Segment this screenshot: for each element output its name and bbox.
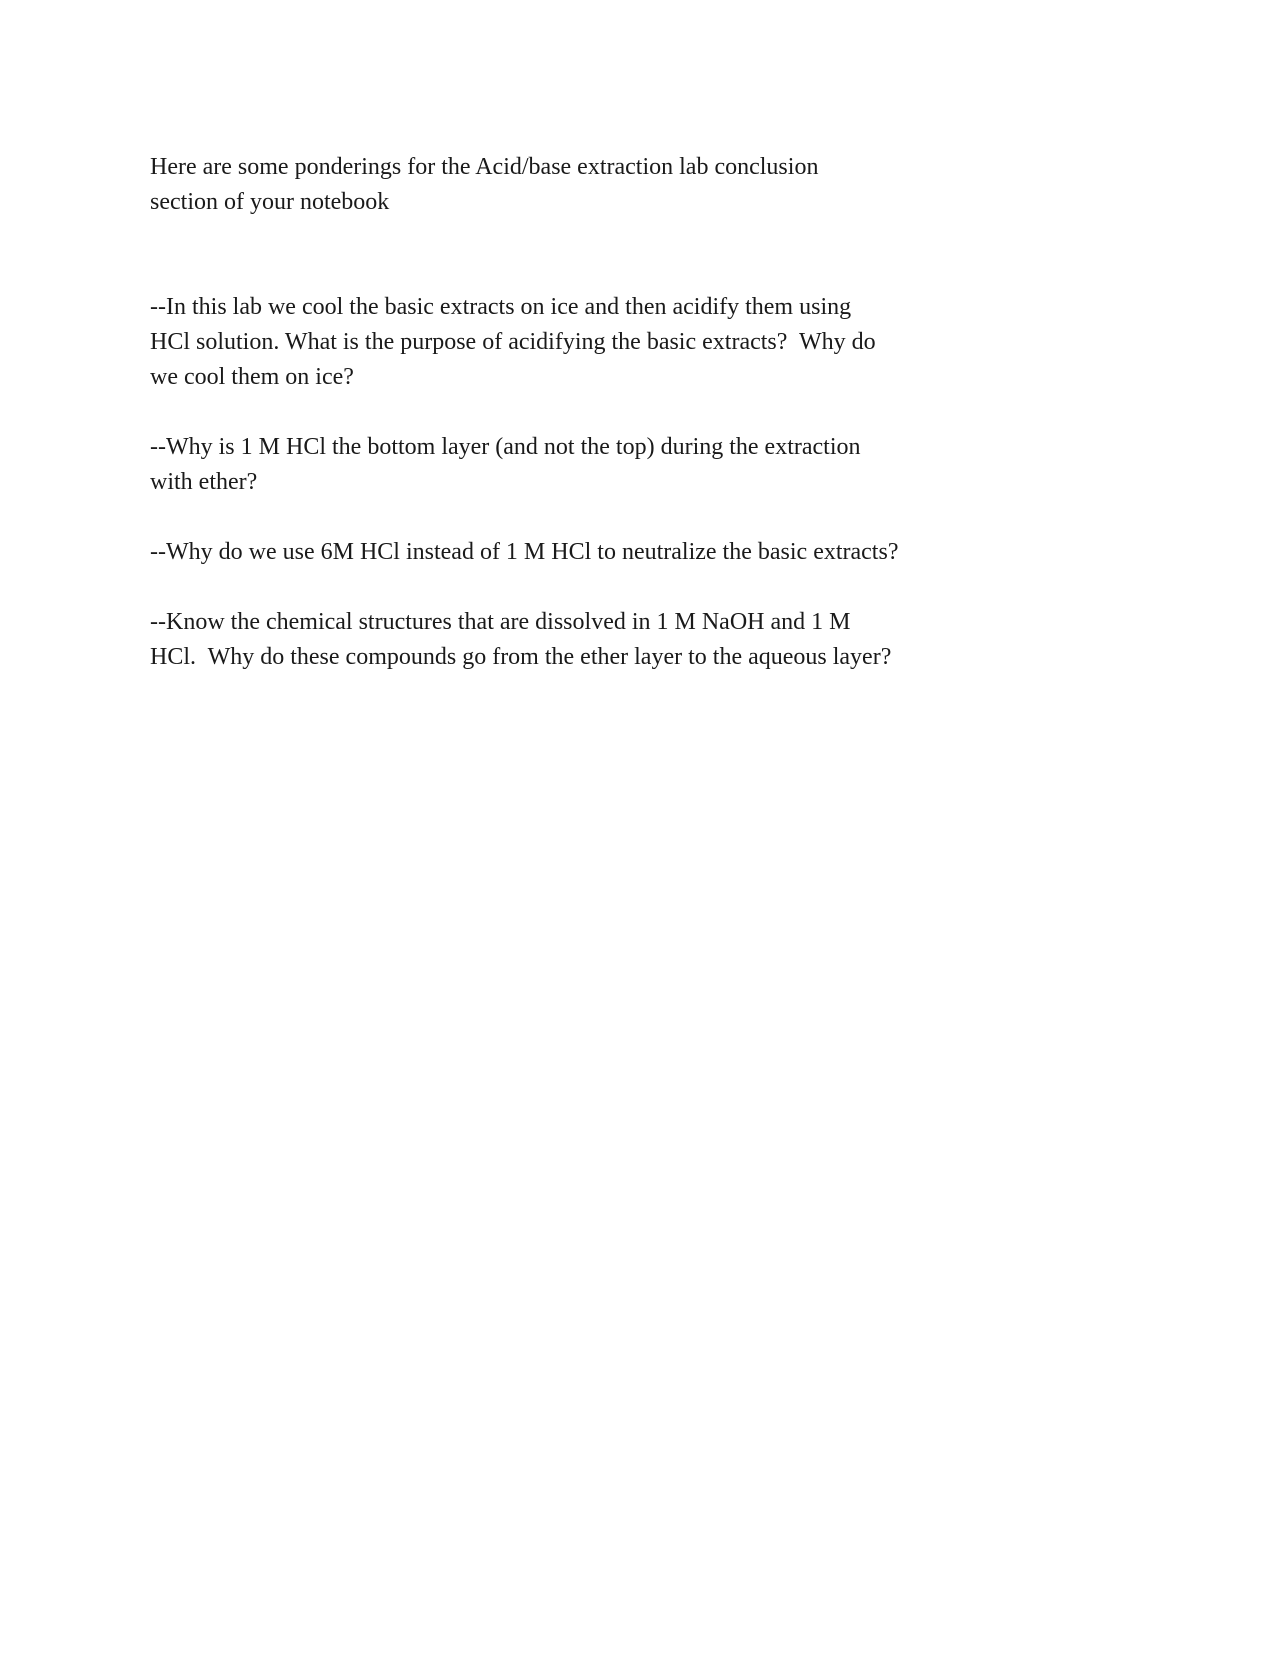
question-4-line-2: HCl. Why do these compounds go from the ether layer to the aqueous layer? xyxy=(150,644,892,670)
question-4-line-1: --Know the chemical structures that are dissolved in 1 M NaOH and 1 M xyxy=(150,609,851,635)
intro-line-2: section of your notebook xyxy=(150,189,390,215)
intro-paragraph xyxy=(150,150,950,220)
question-2-paragraph xyxy=(150,430,950,500)
document-body xyxy=(150,150,950,710)
question-2-line-1: --Why is 1 M HCl the bottom layer (and not the top) during the extraction xyxy=(150,434,861,460)
question-1-line-3: we cool them on ice? xyxy=(150,364,354,390)
question-4-paragraph xyxy=(150,605,950,675)
question-1-line-2: HCl solution. What is the purpose of acidifying the basic extracts? Why do xyxy=(150,329,876,355)
question-3-paragraph xyxy=(150,535,950,570)
question-1-line-1: --In this lab we cool the basic extracts on ice and then acidify them using xyxy=(150,294,852,320)
question-2-line-2: with ether? xyxy=(150,469,258,495)
question-3-line-1: --Why do we use 6M HCl instead of 1 M HCl to neutralize the basic extracts? xyxy=(150,539,899,565)
question-1-paragraph xyxy=(150,290,950,395)
intro-line-1: Here are some ponderings for the Acid/base extraction lab conclusion xyxy=(150,154,819,180)
